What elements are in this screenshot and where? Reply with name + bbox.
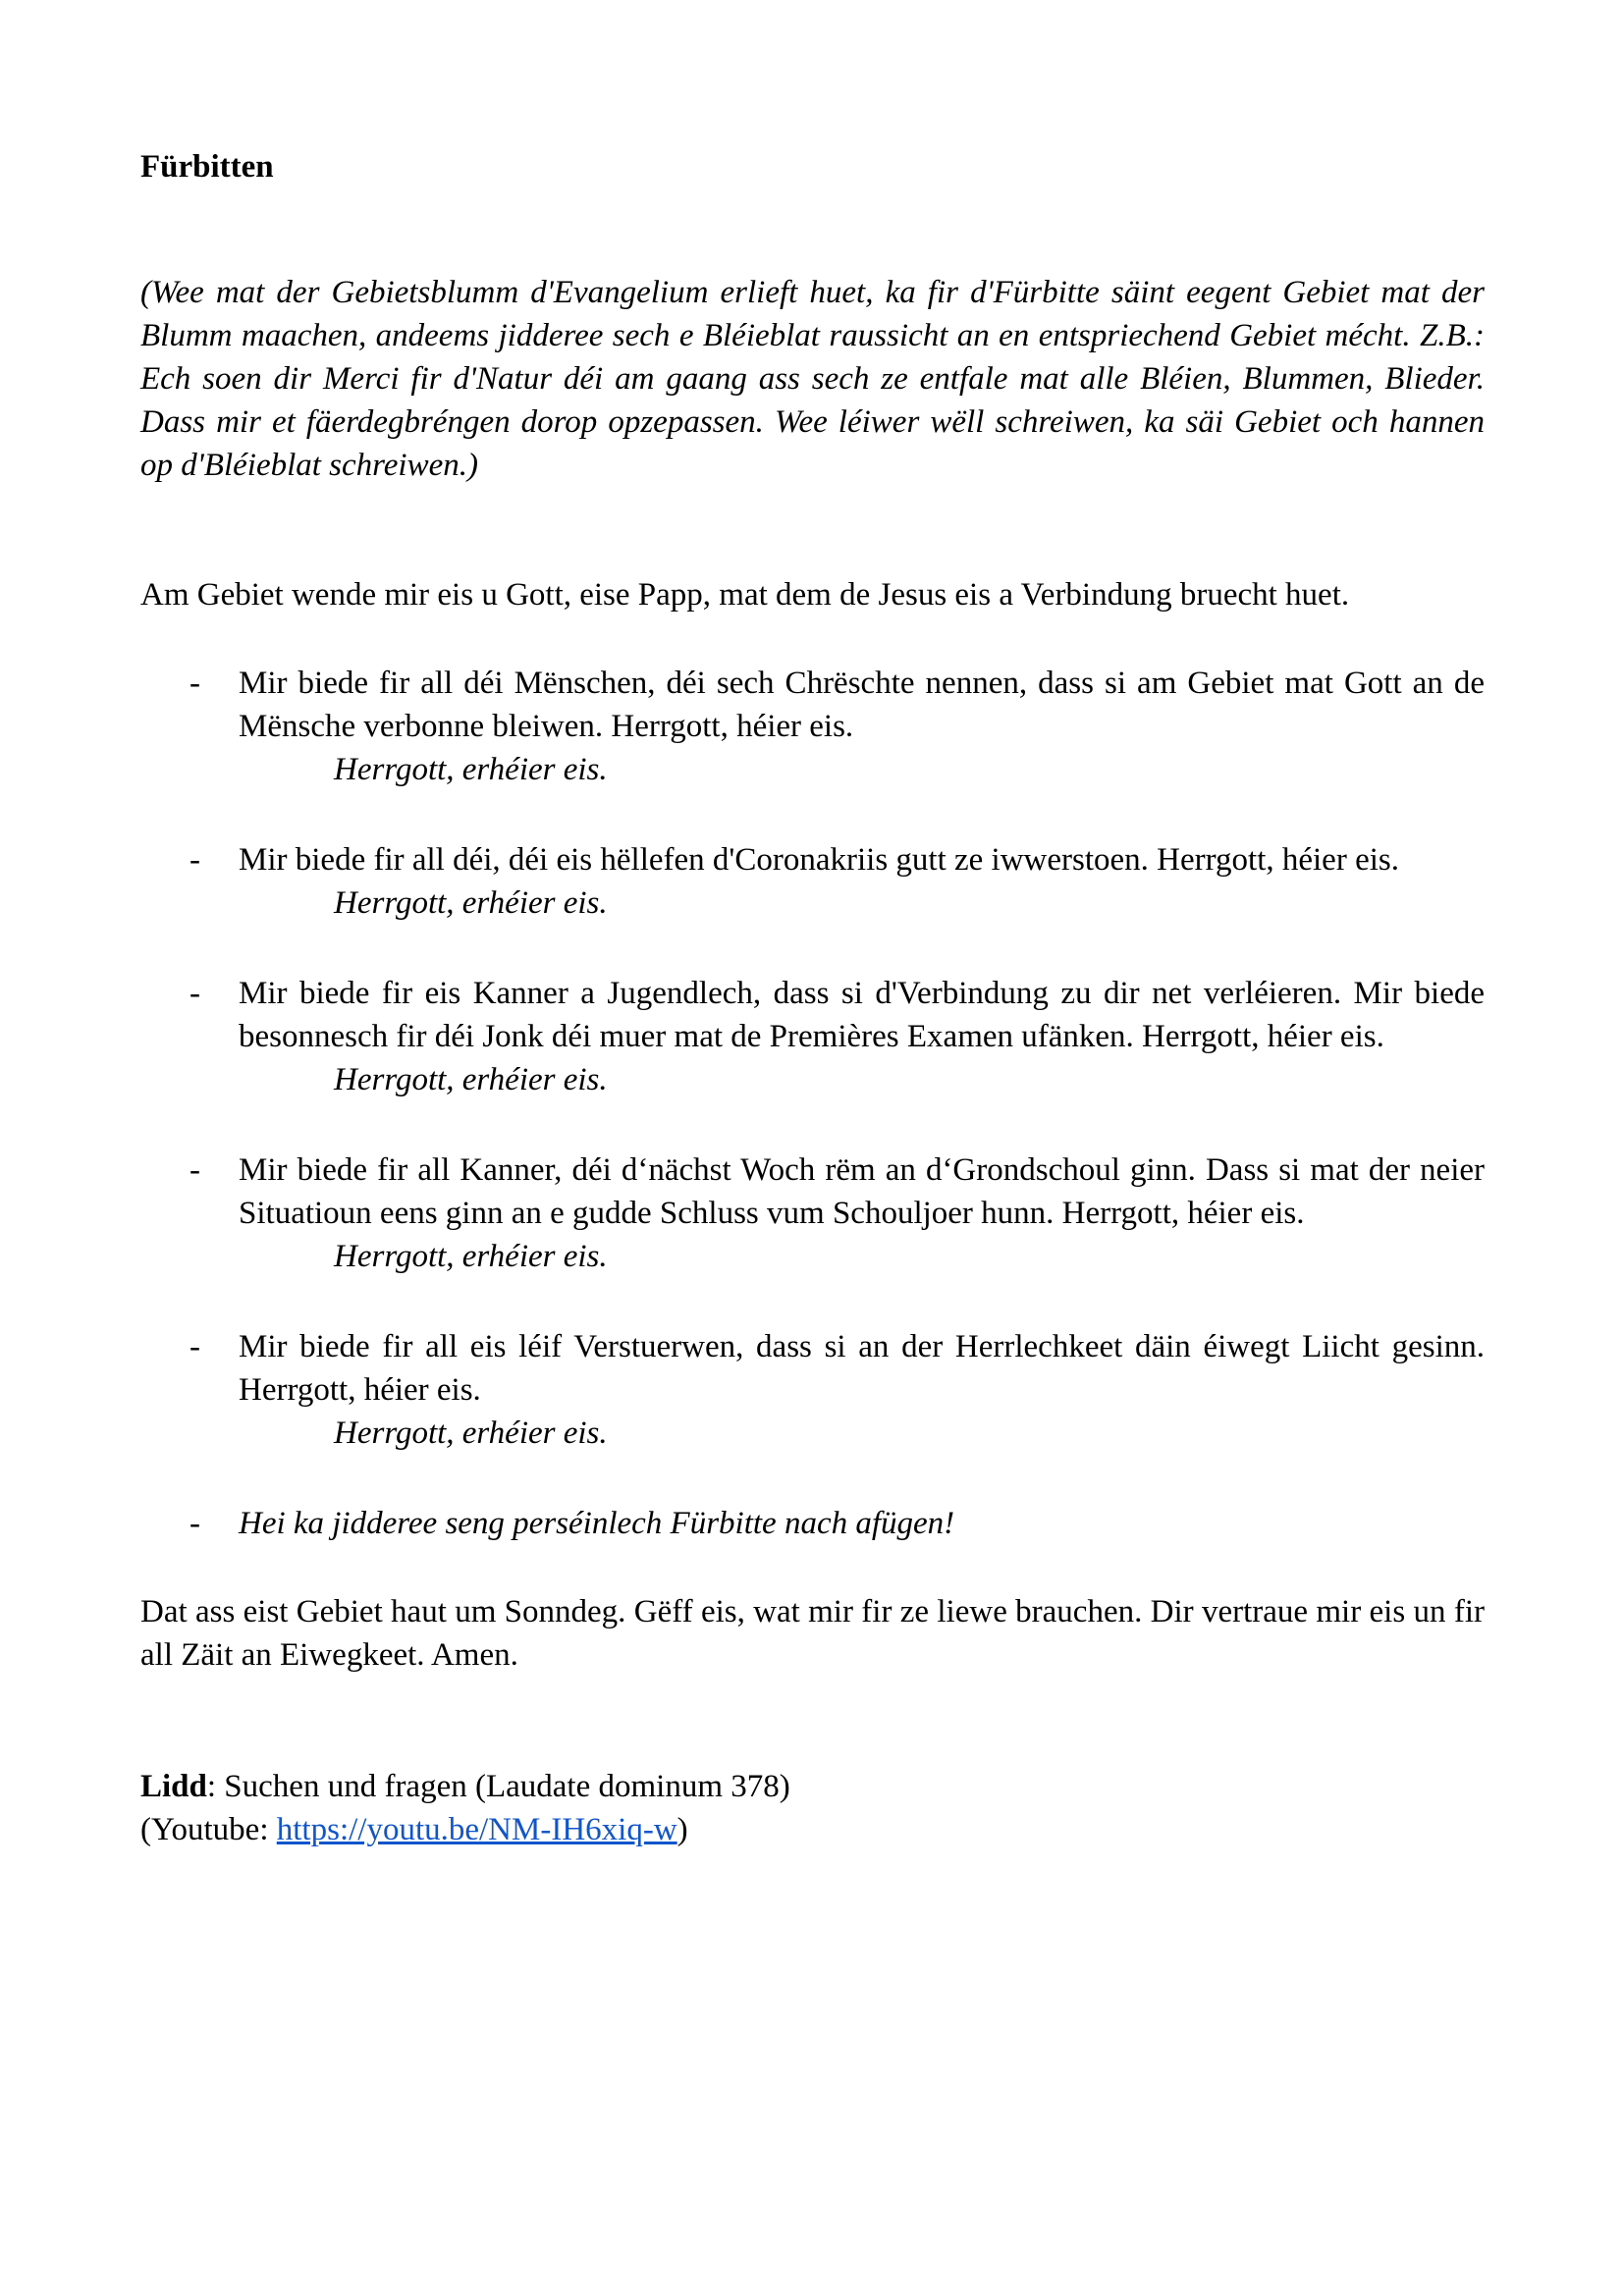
bullet-item-personal-intention <box>140 1502 1485 1545</box>
bullet-text: Mir biede fir all déi Mënschen, déi sech Chrëschte nennen, dass si am Gebiet mat Gott an de Mënsche verbonne bleiwen. Herrgott, héier eis. <box>239 666 1485 744</box>
bullet-dash-icon: - <box>189 1329 200 1364</box>
opening-paragraph: Am Gebiet wende mir eis u Gott, eise Papp, mat dem de Jesus eis a Verbindung bruecht huet. <box>140 577 1350 613</box>
bullet-item <box>140 1325 1485 1412</box>
response-line: Herrgott, erhéier eis. <box>334 1239 608 1274</box>
bullet-list <box>140 662 1485 1545</box>
bullet-dash-icon: - <box>189 976 200 1011</box>
bullet-text: Mir biede fir all eis léif Verstuerwen, dass si an der Herrlechkeet däin éiwegt Liicht gesinn. Herrgott, héier eis. <box>239 1329 1485 1408</box>
bullet-dash-icon: - <box>189 1152 200 1188</box>
bullet-text: Mir biede fir all déi, déi eis hëllefen d'Coronakriis gutt ze iwwerstoen. Herrgott, héier eis. <box>239 842 1399 878</box>
bullet-dash-icon: - <box>189 1506 200 1541</box>
youtube-suffix: ) <box>676 1812 688 1847</box>
response-line: Herrgott, erhéier eis. <box>334 1415 608 1451</box>
song-line <box>140 1765 1485 1808</box>
response-line: Herrgott, erhéier eis. <box>334 752 608 787</box>
bullet-dash-icon: - <box>189 842 200 878</box>
bullet-text: Mir biede fir eis Kanner a Jugendlech, dass si d'Verbindung zu dir net verléieren. Mir biede besonnesch fir déi Jonk déi muer mat de Premières Examen ufänken. Herrgott, héier eis. <box>239 976 1485 1054</box>
bullet-item <box>140 972 1485 1058</box>
page-title: Fürbitten <box>140 149 274 185</box>
response-line: Herrgott, erhéier eis. <box>334 1062 608 1097</box>
youtube-line <box>140 1808 1485 1851</box>
bullet-dash-icon: - <box>189 666 200 701</box>
bullet-item <box>140 662 1485 748</box>
response-line: Herrgott, erhéier eis. <box>334 885 608 921</box>
bullet-item <box>140 1148 1485 1235</box>
song-label: Lidd <box>140 1769 207 1804</box>
bullet-text: Mir biede fir all Kanner, déi d‘nächst Woch rëm an d‘Grondschoul ginn. Dass si mat der neier Situatioun eens ginn an e gudde Schluss vum Schouljoer hunn. Herrgott, héier eis. <box>239 1152 1485 1231</box>
song-title: : Suchen und fragen (Laudate dominum 378) <box>206 1769 790 1804</box>
intro-paragraph: (Wee mat der Gebietsblumm d'Evangelium erlieft huet, ka fir d'Fürbitte säint eegent Gebiet mat der Blumm maachen, andeems jidderee sech e Bléieblat raussicht an en entspriechend Gebiet mécht. Z.B.: Ech soen dir Merci fir d'Natur déi am gaang ass sech ze entfale mat alle Bléien, Blummen, Blieder. Dass mir et fäerdegbréngen dorop opzepassen. Wee léiwer wëll schreiwen, ka säi Gebiet och hannen op d'Bléieblat schreiwen.) <box>140 275 1485 483</box>
youtube-prefix: (Youtube: <box>140 1812 277 1847</box>
closing-paragraph: Dat ass eist Gebiet haut um Sonndeg. Gëff eis, wat mir fir ze liewe brauchen. Dir vertraue mir eis un fir all Zäit an Eiwegkeet. Amen. <box>140 1594 1485 1673</box>
youtube-link[interactable]: https://youtu.be/NM-IH6xiq-w <box>276 1812 677 1847</box>
bullet-item <box>140 838 1485 881</box>
bullet-text: Hei ka jidderee seng perséinlech Fürbitte nach afügen! <box>239 1506 955 1541</box>
